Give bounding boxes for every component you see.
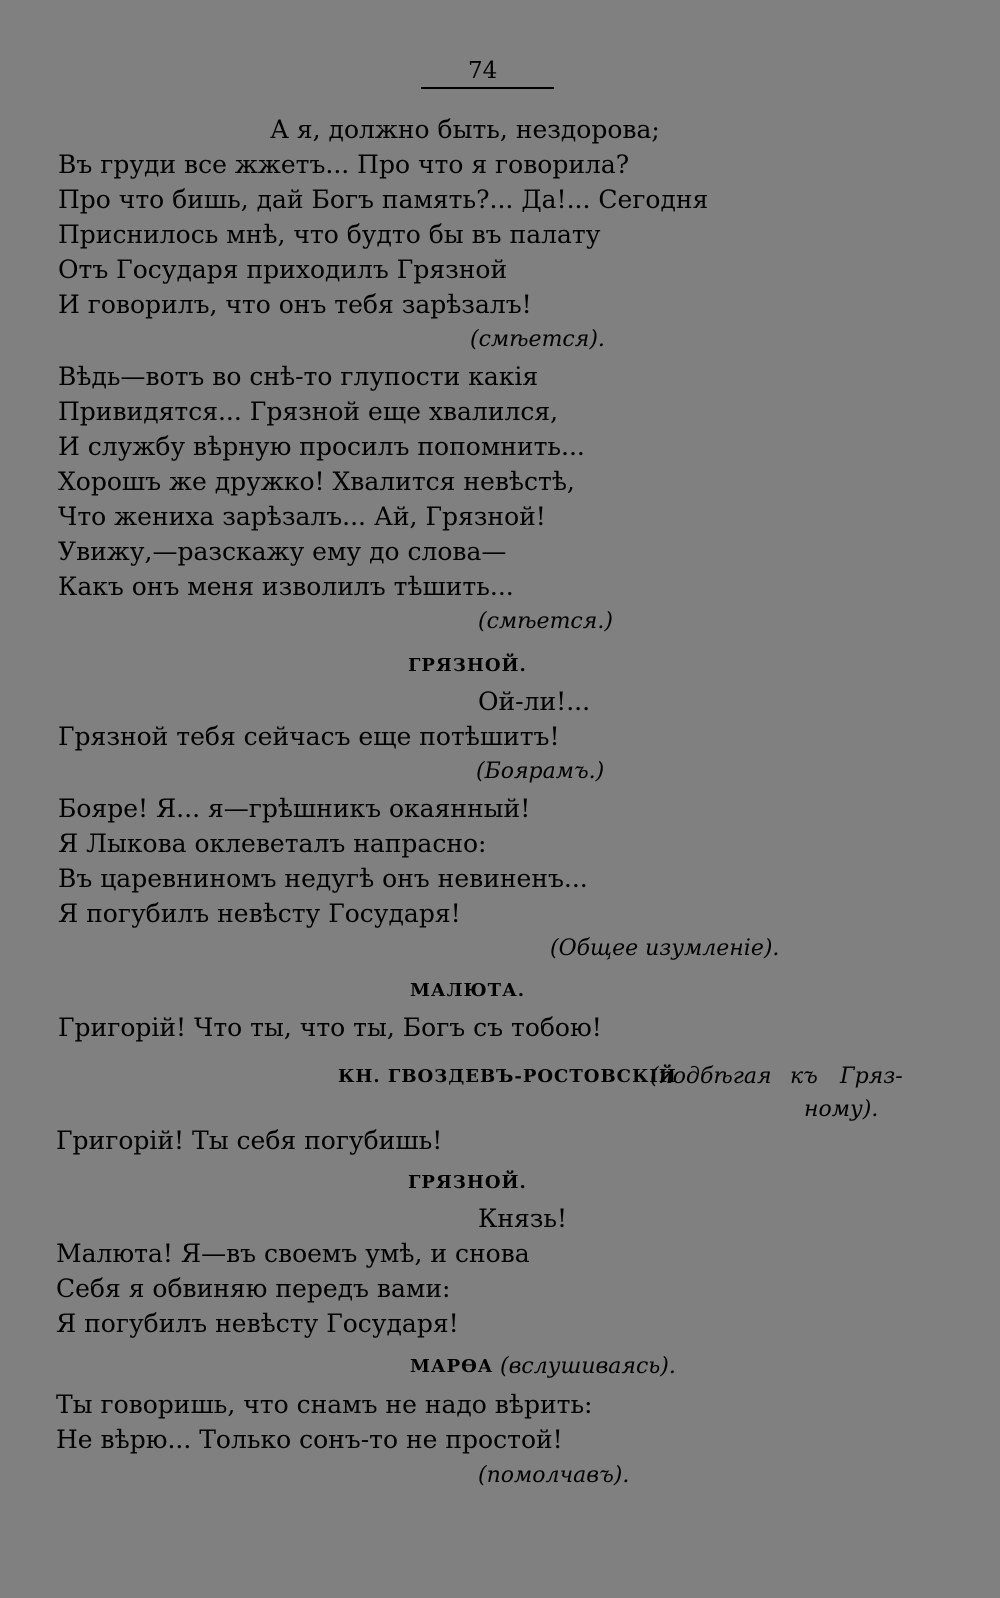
verse-line: Грязной тебя сейчасъ еще потѣшитъ! [58,722,560,751]
verse-line: Не вѣрю... Только сонъ-то не простой! [56,1425,563,1454]
stage-direction: къ [790,1064,818,1089]
stage-direction: ному). [804,1097,879,1122]
stage-direction: (Общее изумленіе). [550,936,780,961]
stage-direction: (подбѣгая [650,1064,772,1089]
verse-line: Я погубилъ невѣсту Государя! [56,1309,459,1338]
verse-line: Князь! [478,1204,568,1233]
speaker-name: ГРЯЗНОЙ. [408,655,527,676]
verse-line: Про что бишь, дай Богъ память?... Да!... Сегодня [58,185,709,214]
verse-line: Себя я обвиняю передъ вами: [56,1274,451,1303]
verse-line: Я Лыкова оклеветалъ напрасно: [58,829,487,858]
verse-line: Вѣдь—вотъ во снѣ-то глупости какія [58,362,539,391]
verse-line: И службу вѣрную просилъ попомнить... [58,432,585,461]
verse-line: Приснилось мнѣ, что будто бы въ палату [58,220,601,249]
verse-line: Въ царевниномъ недугѣ онъ невиненъ... [58,864,588,893]
speaker-name: МАЛЮТА. [410,980,525,1001]
verse-line: Отъ Государя приходилъ Грязной [58,255,508,284]
stage-direction: Гряз- [840,1064,903,1089]
verse-line: Григорій! Ты себя погубишь! [56,1126,443,1155]
verse-line: Что жениха зарѣзалъ... Ай, Грязной! [58,502,546,531]
verse-line: Какъ онъ меня изволилъ тѣшить... [58,572,514,601]
verse-line: Ты говоришь, что снамъ не надо вѣрить: [56,1390,593,1419]
speaker-name: КН. ГВОЗДЕВЪ-РОСТОВСКІЙ [338,1066,677,1087]
verse-line: Хорошъ же дружко! Хвалится невѣстѣ, [58,467,575,496]
verse-line: Я погубилъ невѣсту Государя! [58,899,461,928]
stage-direction: (вслушиваясь). [500,1354,676,1379]
verse-line: Увижу,—разскажу ему до слова— [58,537,507,566]
stage-direction: (смѣется). [470,327,605,352]
verse-line: И говорилъ, что онъ тебя зарѣзалъ! [58,290,532,319]
page-number: 74 [468,58,498,84]
stage-direction: (помолчавъ). [478,1463,630,1488]
speaker-name: МАРѲА [410,1356,494,1377]
verse-line: А я, должно быть, нездорова; [270,115,660,144]
verse-line: Привидятся... Грязной еще хвалился, [58,397,559,426]
stage-direction: (Боярамъ.) [476,759,605,784]
stage-direction: (смѣется.) [478,609,613,634]
verse-line: Григорій! Что ты, что ты, Богъ съ тобою! [58,1013,602,1042]
verse-line: Малюта! Я—въ своемъ умѣ, и снова [56,1239,530,1268]
page-number-rule [421,87,554,89]
verse-line: Бояре! Я... я—грѣшникъ окаянный! [58,794,531,823]
verse-line: Въ груди все жжетъ... Про что я говорила? [58,150,630,179]
verse-line: Ой-ли!... [478,687,591,716]
speaker-name: ГРЯЗНОЙ. [408,1172,527,1193]
